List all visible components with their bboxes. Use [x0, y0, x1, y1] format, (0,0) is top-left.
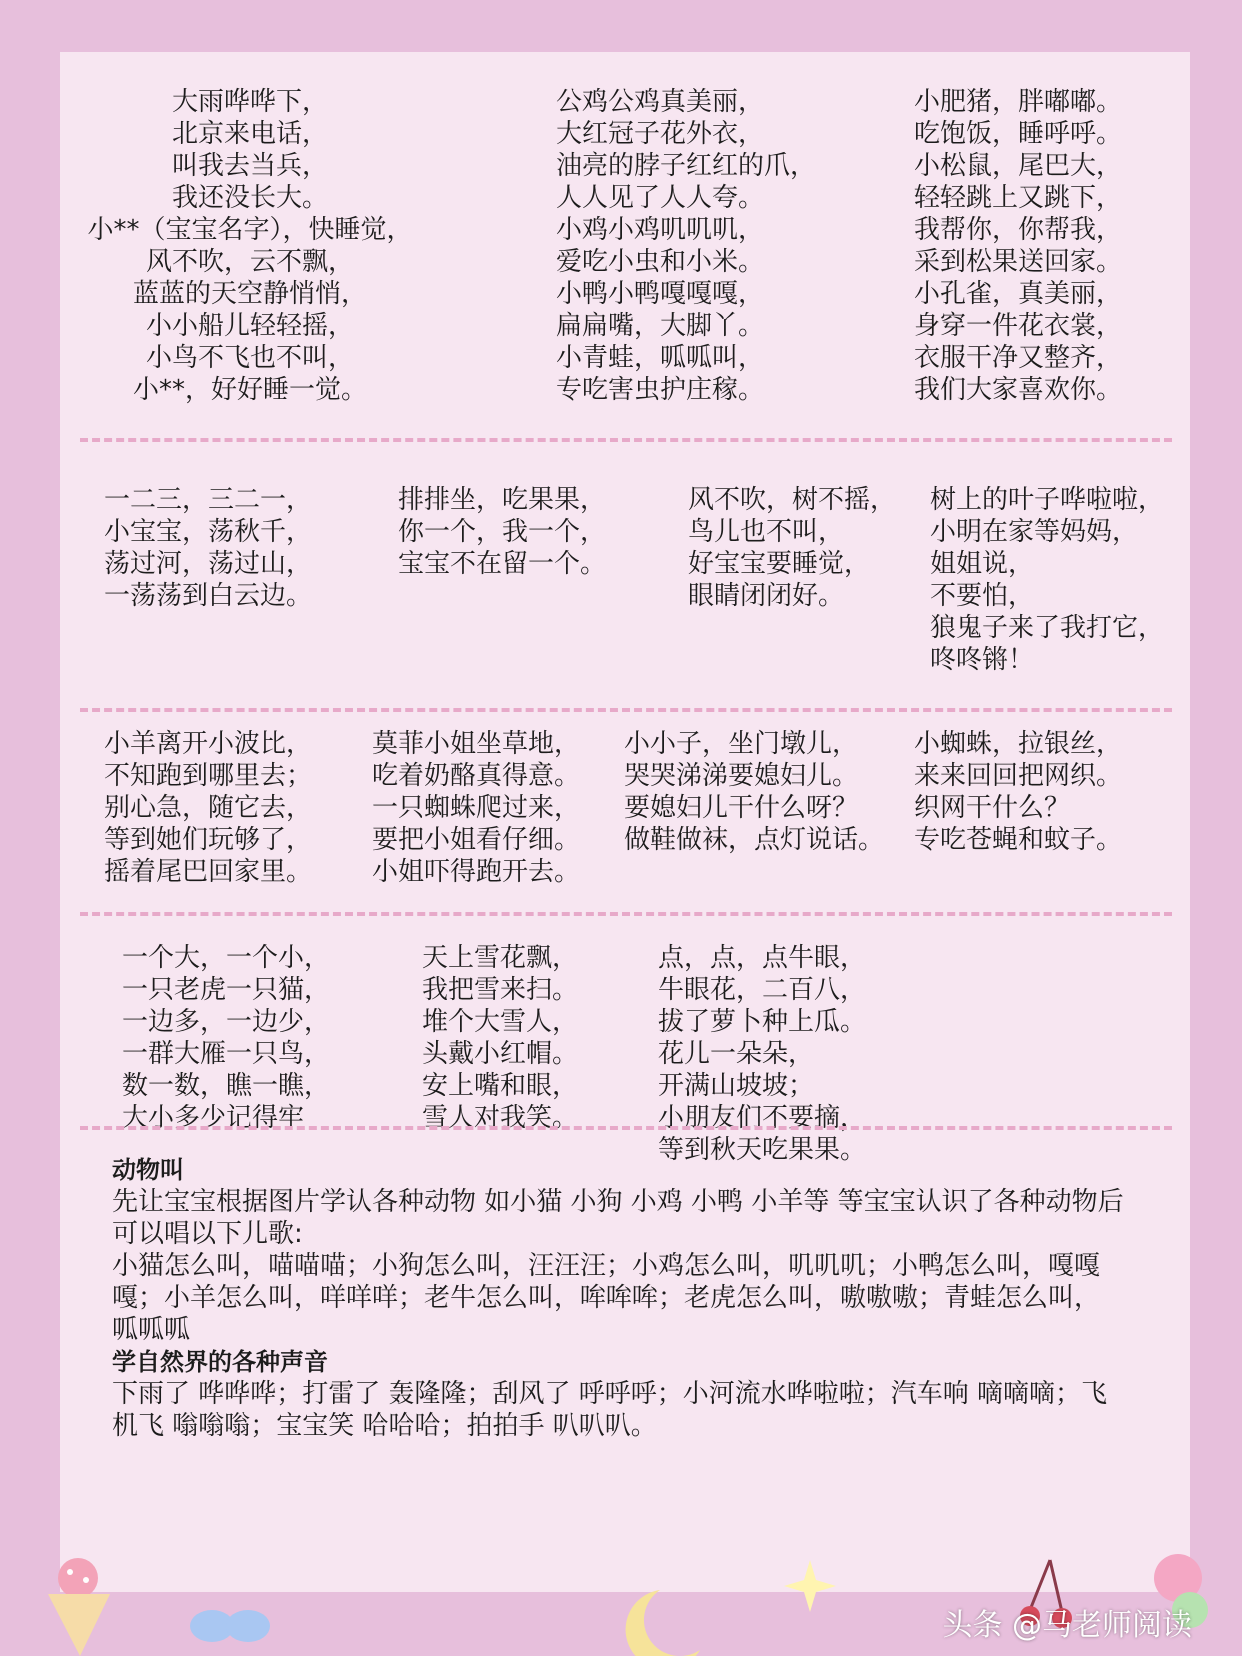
poem-4-2 — [422, 942, 578, 1134]
poem-1-3 — [914, 86, 1122, 406]
poem-line: 我帮你，你帮我， — [914, 215, 1123, 245]
dashed-divider — [80, 1126, 1172, 1130]
poem-line: 眼睛闭闭好。 — [688, 581, 845, 611]
poem-line: 来来回回把网织。 — [914, 761, 1123, 791]
poem-line: 宝宝不在留一个。 — [398, 549, 607, 579]
poem-line: 采到松果送回家。 — [914, 247, 1123, 277]
poem-line: 叫我去当兵， — [171, 151, 328, 181]
notes-heading-nature-sounds: 学自然界的各种声音 — [112, 1348, 328, 1376]
notes-line: 小猫怎么叫，喵喵喵；小狗怎么叫，汪汪汪；小鸡怎么叫，叽叽叽；小鸭怎么叫，嘎嘎 — [112, 1251, 1101, 1281]
notes-line: 先让宝宝根据图片学认各种动物 如小猫 小狗 小鸡 小鸭 小羊等 等宝宝认识了各种动物后 — [112, 1187, 1124, 1217]
dashed-divider — [80, 438, 1172, 442]
poem-line: 人人见了人人夸。 — [556, 183, 765, 213]
notes-line: 可以唱以下儿歌: — [112, 1219, 303, 1249]
poem-line: 牛眼花，二百八， — [658, 975, 867, 1005]
poem-line: 风不吹，树不摇， — [688, 485, 897, 515]
poem-line: 油亮的脖子红红的爪， — [556, 151, 817, 181]
moon-icon — [626, 1590, 700, 1656]
notes-line: 机飞 嗡嗡嗡；宝宝笑 哈哈哈；拍拍手 叭叭叭。 — [112, 1411, 657, 1441]
poem-line: 公鸡公鸡真美丽， — [556, 87, 765, 117]
poem-line: 哭哭涕涕要媳妇儿。 — [624, 761, 859, 791]
poem-line: 小鸭小鸭嘎嘎嘎， — [556, 279, 765, 309]
poem-line: 雪人对我笑。 — [422, 1103, 579, 1133]
poem-line: 风不吹，云不飘， — [145, 247, 354, 277]
poem-1-2 — [556, 86, 816, 406]
poem-line: 数一数，瞧一瞧， — [122, 1071, 331, 1101]
poem-4-1 — [122, 942, 330, 1134]
poem-2-4 — [930, 484, 1164, 676]
poem-line: 排排坐，吃果果， — [398, 485, 607, 515]
poem-3-3 — [624, 728, 884, 856]
poem-4-3 — [658, 942, 866, 1166]
poem-line: 狼鬼子来了我打它， — [930, 613, 1165, 643]
poem-line: 摇着尾巴回家里。 — [104, 857, 313, 887]
poem-line: 好宝宝要睡觉， — [688, 549, 871, 579]
poem-line: 蓝蓝的天空静悄悄， — [132, 279, 367, 309]
poem-line: 一只老虎一只猫， — [122, 975, 331, 1005]
poem-line: 做鞋做袜，点灯说话。 — [624, 825, 885, 855]
poem-line: 爱吃小虫和小米。 — [556, 247, 765, 277]
poem-line: 别心急，随它去， — [104, 793, 313, 823]
poem-line: 扁扁嘴，大脚丫。 — [556, 311, 765, 341]
notes-line: 嘎；小羊怎么叫，咩咩咩；老牛怎么叫，哞哞哞；老虎怎么叫，嗷嗷嗷；青蛙怎么叫， — [112, 1283, 1101, 1313]
poem-line: 姐姐说， — [930, 549, 1035, 579]
poem-line: 等到秋天吃果果。 — [658, 1135, 867, 1165]
poem-line: 身穿一件花衣裳， — [914, 311, 1123, 341]
poem-line: 莫菲小姐坐草地， — [372, 729, 581, 759]
poem-line: 一荡荡到白云边。 — [104, 581, 313, 611]
poem-line: 安上嘴和眼， — [422, 1071, 579, 1101]
poem-line: 一只蜘蛛爬过来， — [372, 793, 581, 823]
notes-block — [112, 1154, 1192, 1442]
poem-line: 大红冠子花外衣， — [556, 119, 765, 149]
poem-line: 小羊离开小波比， — [104, 729, 313, 759]
poem-card — [60, 52, 1190, 1592]
poem-line: 轻轻跳上又跳下， — [914, 183, 1123, 213]
poem-line: 小鸡小鸡叽叽叽， — [556, 215, 765, 245]
poem-line: 一二三，三二一， — [104, 485, 313, 515]
poem-line: 一群大雁一只鸟， — [122, 1039, 331, 1069]
poem-line: 北京来电话， — [171, 119, 328, 149]
poem-line: 我还没长大。 — [171, 183, 328, 213]
poem-line: 吃饱饭，睡呼呼。 — [914, 119, 1123, 149]
poem-line: 头戴小红帽。 — [422, 1039, 579, 1069]
poem-line: 衣服干净又整齐， — [914, 343, 1123, 373]
poem-3-2 — [372, 728, 580, 888]
poem-line: 专吃苍蝇和蚊子。 — [914, 825, 1123, 855]
poem-line: 大小多少记得牢 — [122, 1103, 305, 1133]
poem-2-3 — [688, 484, 896, 612]
poem-2-1 — [104, 484, 312, 612]
poem-line: 堆个大雪人， — [422, 1007, 579, 1037]
poem-line: 咚咚锵！ — [930, 645, 1035, 675]
poem-line: 你一个，我一个， — [398, 517, 607, 547]
poem-line: 小**（宝宝名字），快睡觉， — [87, 215, 413, 245]
poem-line: 一边多，一边少， — [122, 1007, 331, 1037]
poem-line: 荡过河，荡过山， — [104, 549, 313, 579]
poem-line: 小孔雀，真美丽， — [914, 279, 1123, 309]
notes-line: 下雨了 哗哗哗；打雷了 轰隆隆；刮风了 呼呼呼；小河流水哗啦啦；汽车响 嘀嘀嘀；飞 — [112, 1379, 1108, 1409]
dashed-divider — [80, 708, 1172, 712]
poem-line: 小青蛙，呱呱叫， — [556, 343, 765, 373]
poem-line: 拔了萝卜种上瓜。 — [658, 1007, 867, 1037]
poem-line: 小小船儿轻轻摇， — [145, 311, 354, 341]
poem-line: 树上的叶子哗啦啦， — [930, 485, 1165, 515]
poem-line: 要媳妇儿干什么呀？ — [624, 793, 859, 823]
notes-heading-animal-sounds: 动物叫 — [112, 1156, 184, 1184]
poem-line: 花儿一朵朵， — [658, 1039, 815, 1069]
poem-line: 小宝宝，荡秋千， — [104, 517, 313, 547]
poem-line: 鸟儿也不叫， — [688, 517, 845, 547]
butterfly-icon — [190, 1610, 270, 1642]
poem-line: 大雨哗哗下， — [171, 87, 328, 117]
poem-2-2 — [398, 484, 606, 580]
ice-cream-icon — [48, 1558, 110, 1656]
poem-line: 吃着奶酪真得意。 — [372, 761, 581, 791]
poem-line: 小小子，坐门墩儿， — [624, 729, 859, 759]
notes-line: 呱呱呱 — [112, 1315, 191, 1345]
poem-line: 不要怕， — [930, 581, 1035, 611]
sparkle-icon — [784, 1560, 836, 1612]
poem-line: 我们大家喜欢你。 — [914, 375, 1123, 405]
poem-3-1 — [104, 728, 312, 888]
poem-line: 要把小姐看仔细。 — [372, 825, 581, 855]
dashed-divider — [80, 912, 1172, 916]
poem-line: 小朋友们不要摘， — [658, 1103, 867, 1133]
poem-line: 等到她们玩够了， — [104, 825, 313, 855]
watermark: 头条 @马老师阅读 — [942, 1608, 1192, 1643]
poem-line: 一个大，一个小， — [122, 943, 331, 973]
poem-3-4 — [914, 728, 1122, 856]
poem-line: 天上雪花飘， — [422, 943, 579, 973]
poem-line: 小明在家等妈妈， — [930, 517, 1139, 547]
poem-line: 小**，好好睡一觉。 — [132, 375, 367, 405]
poem-line: 小姐吓得跑开去。 — [372, 857, 581, 887]
poem-line: 点，点，点牛眼， — [658, 943, 867, 973]
poem-line: 小肥猪，胖嘟嘟。 — [914, 87, 1123, 117]
poem-line: 我把雪来扫。 — [422, 975, 579, 1005]
poem-line: 不知跑到哪里去； — [104, 761, 313, 791]
poem-1-1 — [80, 86, 420, 406]
poem-line: 小蜘蛛，拉银丝， — [914, 729, 1123, 759]
poem-line: 织网干什么？ — [914, 793, 1071, 823]
poem-line: 小松鼠，尾巴大， — [914, 151, 1123, 181]
poem-line: 小鸟不飞也不叫， — [145, 343, 354, 373]
poem-line: 开满山坡坡； — [658, 1071, 815, 1101]
poem-line: 专吃害虫护庄稼。 — [556, 375, 765, 405]
